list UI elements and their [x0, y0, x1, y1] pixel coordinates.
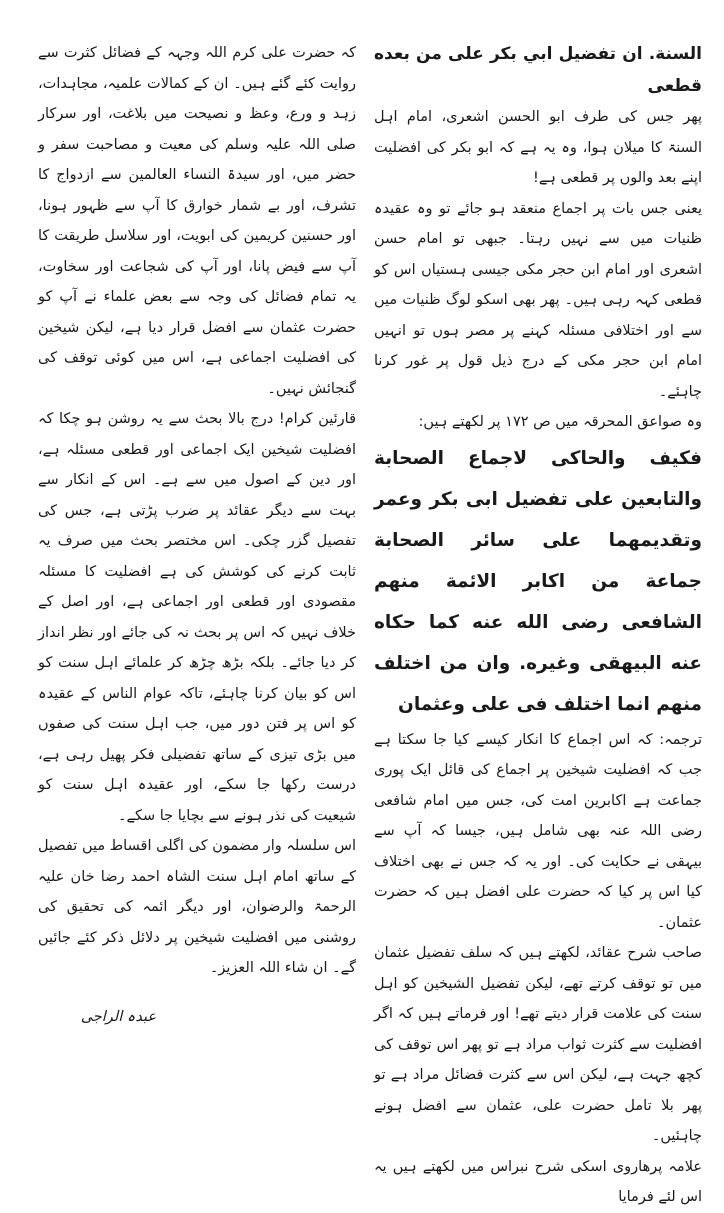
citation-intro: وہ صواعق المحرقہ میں ص ۱۷۲ پر لکھتے ہیں:	[418, 414, 702, 430]
paragraph-ashari-view: پھر جس کی طرف ابو الحسن اشعری، امام اہل السنۃ کا میلان ہوا، وہ یہ ہے کہ ابو بکر کی افضلیت اپنے بعد والوں پر قطعی ہے!	[374, 109, 702, 186]
arabic-quotation: فكيف والحاكى لاجماع الصحابة والتابعين على تفضيل ابى بكر وعمر وتقديمهما على سائر الصحابة جماعة من اكابر الائمة منهم الشافعى رضى الله عنه كما حكاه عنه البيهقى وغيره. وان من اختلف منهم انما اختلف فى على وعثمان	[374, 447, 702, 715]
document-page	[0, 38, 724, 1205]
paragraph-nibras: علامہ پرھاروی اسکی شرح نبراس میں لکھتے ہیں یہ اس لئے فرمایا	[374, 1158, 702, 1205]
paragraph-next-installments: اس سلسلہ وار مضمون کی اگلی اقساط میں تفصیل کے ساتھ امام اہل سنت الشاہ احمد رضا خان علیہ الرحمۃ والرضوان، اور دیگر ائمہ کی تحقیق کی روشنی میں افضلیت شیخین پر دلائل ذکر کئے جائیں گے۔ ان شاء اللہ العزیز۔	[38, 838, 356, 976]
arabic-heading: السنة. ان تفضيل ابي بكر علی من بعده قطعی	[374, 44, 702, 96]
author-signature: عبدہ الراجی	[80, 1008, 156, 1025]
paragraph-sharh-aqaid: صاحب شرح عقائد، لکھتے ہیں کہ سلف تفضیل عثمان میں تو توقف کرتے تھے، لیکن تفضیل الشیخین کو اہل سنت کی علامت قرار دیتے تھے! اور فرماتے ہیں کہ اگر افضلیت سے کثرت ثواب مراد ہے تو پھر اس توقف کی کچھ جہت ہے، لیکن اس سے کثرت فضائل مراد ہے تو پھر بلا تامل حضرت علی، عثمان سے افضل ہونے چاہئیں۔	[374, 945, 702, 1144]
paragraph-ijma-certainty: یعنی جس بات پر اجماع منعقد ہو جائے تو وہ عقیدہ ظنیات میں سے نہیں رہتا۔ جبھی تو امام حسن اشعری اور امام ابن حجر مکی جیسی ہستیاں اس کو قطعی کہہ رہی ہیں۔ پھر بھی اسکو لوگ ظنیات میں سے اور اختلافی مسئلہ کہنے پر مصر ہوں تو انہیں امام ابن حجر مکی کے درج ذیل قول پر غور کرنا چاہئے۔	[374, 200, 702, 400]
right-column	[374, 38, 702, 1213]
paragraph-virtues-of-ali: کہ حضرت علی کرم اللہ وجہہ کے فضائل کثرت سے روایت کئے گئے ہیں۔ ان کے کمالات علمیہ، مجاہدات، زہد و ورع، وعظ و نصیحت میں بلاغت، اور سرکار صلی اللہ علیہ وسلم کی معیت و مصاحبت سفر و حضر میں، اور سیدۃ النساء العالمین سے ازدواج کا تشرف، اور بے شمار خوارق کا آپ سے ظہور ہونا، اور حسنین کریمین کی ابویت، اور سلاسل طریقت کا آپ سے فیض پانا، اور آپ کی شجاعت اور سخاوت، یہ تمام فضائل کی وجہ سے بعض علماء نے آپ کو حضرت عثمان سے افضل قرار دیا ہے، لیکن شیخین کی افضلیت اجماعی ہے، اس میں کوئی توقف کی گنجائش نہیں۔	[38, 45, 356, 397]
translation-paragraph: ترجمہ: کہ اس اجماع کا انکار کیسے کیا جا سکتا ہے جب کہ افضلیت شیخین پر اجماع کی قائل ایک پوری جماعت ہے اکابرین امت کی، جس میں امام شافعی رضی اللہ عنہ بھی شامل ہیں، جیسا کہ آپ سے بیہقی نے حکایت کی۔ اور یہ کہ جس نے بھی اختلاف کیا اس پر کیا کہ حضرت علی افضل ہیں کہ حضرت عثمان۔	[374, 731, 702, 931]
left-column	[38, 38, 356, 1046]
paragraph-readers-conclusion: قارئین کرام! درج بالا بحث سے یہ روشن ہو چکا کہ افضلیت شیخین ایک اجماعی اور قطعی مسئلہ ہے، اور دین کے اصول میں سے ہے۔ اس کے انکار سے بہت سے دیگر عقائد پر ضرب پڑتی ہے، جس کی تفصیل گزر چکی۔ اس مختصر بحث میں صرف یہ ثابت کرنے کی کوشش کی ہے افضلیت کا مسئلہ مقصودی اور قطعی اور اجماعی ہے، اور اصل کے خلاف نہیں کہ اس پر بحث نہ کی جائے اور نظر انداز کر دیا جائے۔ بلکہ بڑھ چڑھ کر علمائے اہل سنت کو اس کو بیان کرنا چاہئے، تاکہ عوام الناس کے عقیدہ کو اس پر فتن دور میں، جب اہل سنت کی صفوں میں بڑی تیزی کے ساتھ تفضیلی فکر پھیل رہی ہے، درست رکھا جا سکے، اور عقیدہ اہل سنت کو شیعیت کی نذر ہونے سے بچایا جا سکے۔	[38, 411, 356, 824]
